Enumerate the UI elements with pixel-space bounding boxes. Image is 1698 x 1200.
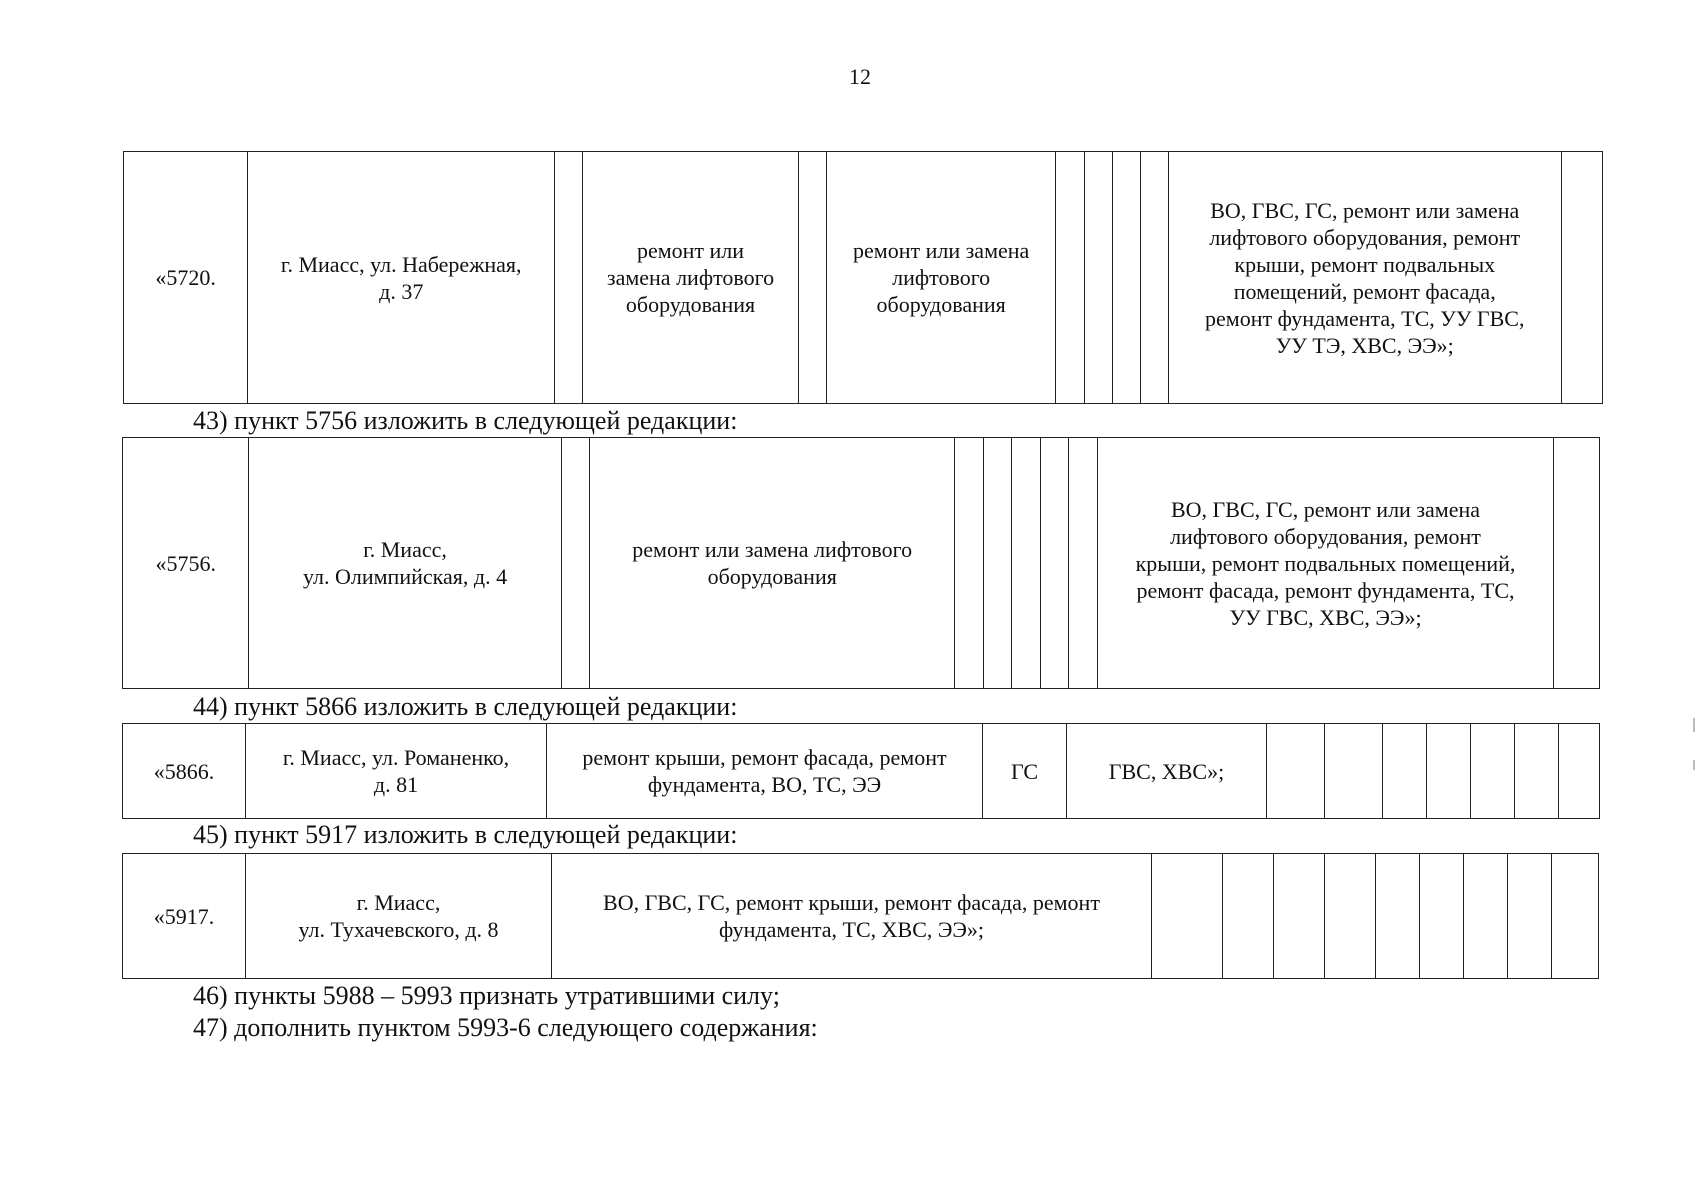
table-row — [123, 854, 1599, 979]
scan-artifact — [1693, 760, 1695, 770]
empty-cell — [555, 152, 583, 404]
table-item-5756 — [122, 437, 1600, 689]
item-number: «5756. — [123, 438, 249, 689]
item-number: «5866. — [123, 724, 246, 819]
empty-cell — [1325, 854, 1376, 979]
empty-cell — [1420, 854, 1464, 979]
table-item-5866 — [122, 723, 1600, 819]
work-cell: ГС — [983, 724, 1067, 819]
paragraph-46: 46) пункты 5988 – 5993 признать утратившими силу; — [193, 981, 780, 1010]
item-number: «5720. — [124, 152, 248, 404]
empty-cell — [983, 438, 1012, 689]
empty-cell — [1464, 854, 1508, 979]
empty-cell — [1515, 724, 1559, 819]
empty-cell — [1383, 724, 1427, 819]
table-row — [124, 152, 1603, 404]
paragraph-45: 45) пункт 5917 изложить в следующей редакции: — [193, 820, 738, 849]
page-number: 12 — [849, 64, 871, 89]
table-row — [123, 438, 1600, 689]
empty-cell — [798, 152, 826, 404]
work-cell: ремонт или замена лифтового оборудования — [583, 152, 799, 404]
address-cell: г. Миасс, ул. Романенко, д. 81 — [246, 724, 547, 819]
empty-cell — [1267, 724, 1325, 819]
empty-cell — [1056, 152, 1084, 404]
work-cell: ремонт или замена лифтового оборудования — [826, 152, 1056, 404]
empty-cell — [1559, 724, 1600, 819]
summary-cell: ВО, ГВС, ГС, ремонт или замена лифтового оборудования, ремонт крыши, ремонт подвальных помещений, ремонт фасада, ремонт фундамента, ТС, УУ ГВС, ХВС, ЭЭ»; — [1098, 438, 1554, 689]
table-item-5720 — [123, 151, 1603, 404]
empty-cell — [1152, 854, 1223, 979]
address-cell: г. Миасс, ул. Набережная, д. 37 — [248, 152, 555, 404]
empty-cell — [1140, 152, 1168, 404]
empty-cell — [1552, 854, 1599, 979]
paragraph-44: 44) пункт 5866 изложить в следующей редакции: — [193, 692, 738, 721]
summary-cell: ВО, ГВС, ГС, ремонт или замена лифтового оборудования, ремонт крыши, ремонт подвальных помещений, ремонт фасада, ремонт фундамента, ТС, УУ ГВС, УУ ТЭ, ХВС, ЭЭ»; — [1168, 152, 1561, 404]
paragraph-47: 47) дополнить пунктом 5993-6 следующего содержания: — [193, 1013, 818, 1042]
empty-cell — [1112, 152, 1140, 404]
work-cell: ГВС, ХВС»; — [1067, 724, 1267, 819]
work-cell: ремонт или замена лифтового оборудования — [590, 438, 955, 689]
item-number: «5917. — [123, 854, 246, 979]
paragraph-43: 43) пункт 5756 изложить в следующей редакции: — [193, 406, 738, 435]
table-row — [123, 724, 1600, 819]
empty-cell — [1325, 724, 1383, 819]
table-item-5917 — [122, 853, 1599, 979]
address-cell: г. Миасс, ул. Тухачевского, д. 8 — [246, 854, 552, 979]
work-cell: ремонт крыши, ремонт фасада, ремонт фундамента, ВО, ТС, ЭЭ — [547, 724, 983, 819]
scan-artifact — [1693, 718, 1695, 732]
empty-cell — [1561, 152, 1602, 404]
empty-cell — [1553, 438, 1599, 689]
empty-cell — [955, 438, 984, 689]
empty-cell — [1274, 854, 1325, 979]
empty-cell — [1471, 724, 1515, 819]
work-cell: ВО, ГВС, ГС, ремонт крыши, ремонт фасада, ремонт фундамента, ТС, ХВС, ЭЭ»; — [552, 854, 1152, 979]
empty-cell — [1508, 854, 1552, 979]
address-cell: г. Миасс, ул. Олимпийская, д. 4 — [249, 438, 561, 689]
empty-cell — [1223, 854, 1274, 979]
empty-cell — [1012, 438, 1041, 689]
empty-cell — [561, 438, 590, 689]
empty-cell — [1069, 438, 1098, 689]
empty-cell — [1040, 438, 1069, 689]
empty-cell — [1376, 854, 1420, 979]
empty-cell — [1427, 724, 1471, 819]
empty-cell — [1084, 152, 1112, 404]
